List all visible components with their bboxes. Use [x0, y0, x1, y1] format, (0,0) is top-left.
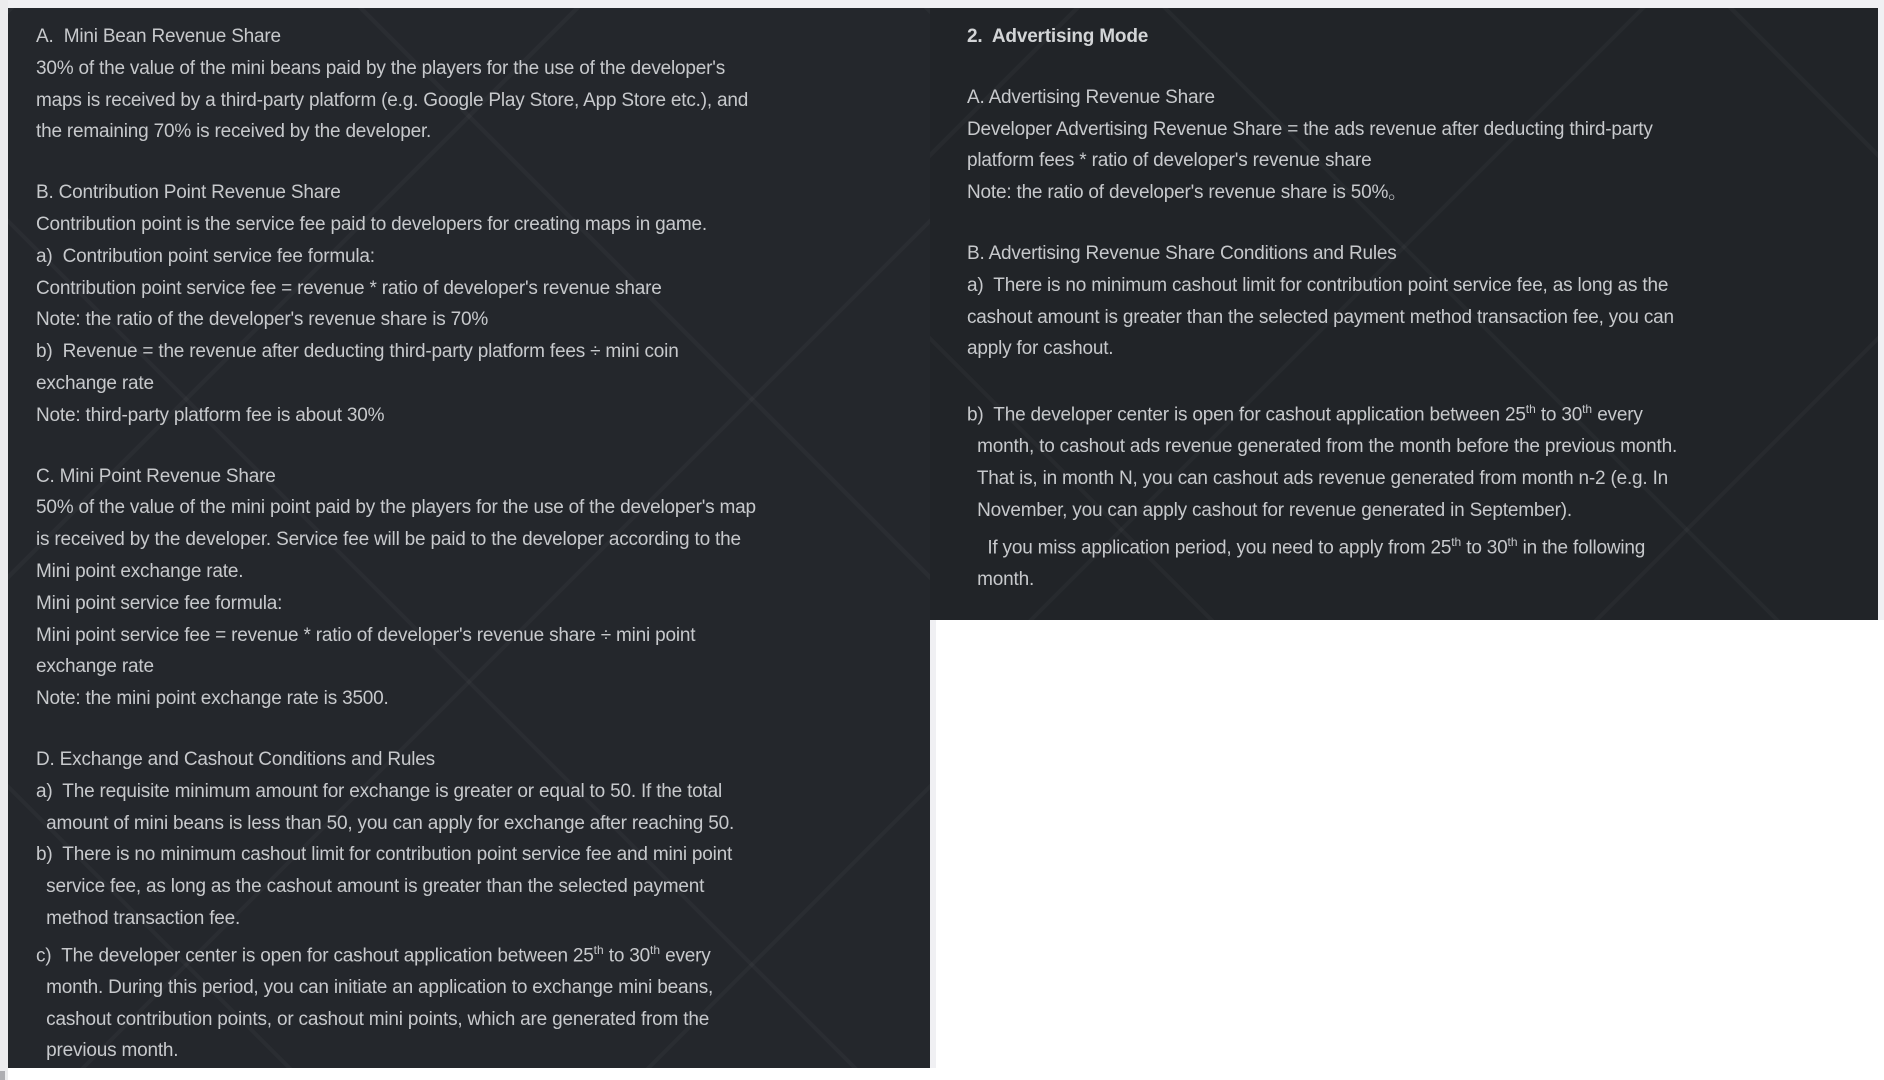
text-line: Note: third-party platform fee is about 30%: [36, 404, 385, 426]
text-line: Mini point service fee formula:: [36, 592, 283, 614]
superscript-ordinal: th: [1507, 534, 1518, 549]
superscript-ordinal: th: [593, 942, 604, 957]
text-line: Note: the ratio of developer's revenue share is 50%。: [967, 182, 1407, 204]
text-line: Developer Advertising Revenue Share = the ads revenue after deducting third-party: [967, 118, 1653, 140]
section-a-advertising-revenue-share: [967, 82, 1858, 209]
text-line: service fee, as long as the cashout amount is greater than the selected payment: [36, 876, 705, 898]
text-line: 2. Advertising Mode: [967, 26, 1149, 47]
text-line: 50% of the value of the mini point paid by the players for the use of the developer's map: [36, 497, 756, 519]
text-line: month. During this period, you can initiate an application to exchange mini beans,: [36, 976, 714, 998]
superscript-ordinal: th: [650, 942, 661, 957]
scrollbar-track[interactable]: [0, 0, 8, 1080]
text-line: month, to cashout ads revenue generated from the month before the previous month.: [967, 436, 1678, 458]
text-line: a) The requisite minimum amount for exchange is greater or equal to 50. If the total: [36, 780, 723, 802]
text-line: platform fees * ratio of developer's revenue share: [967, 150, 1372, 172]
text-line: Mini point exchange rate.: [36, 560, 244, 582]
superscript-ordinal: th: [1582, 402, 1593, 417]
text-line: previous month.: [36, 1040, 179, 1062]
text-line: If you miss application period, you need to apply from 25th to 30th in the following: [967, 534, 1646, 559]
text-line: B. Advertising Revenue Share Conditions and Rules: [967, 242, 1397, 264]
section-d-exchange-and-cashout-conditions: [36, 744, 904, 1067]
scrollbar-thumb[interactable]: [0, 1071, 5, 1080]
text-line: the remaining 70% is received by the developer.: [36, 121, 432, 143]
text-line: Note: the ratio of the developer's revenue share is 70%: [36, 309, 489, 331]
text-line: D. Exchange and Cashout Conditions and Rules: [36, 748, 435, 770]
text-line: A. Advertising Revenue Share: [967, 86, 1215, 108]
left-panel: [8, 8, 930, 1068]
section-b-advertising-revenue-share-conditions: [967, 238, 1858, 365]
section-b-item-b-cashout-period: [967, 394, 1858, 595]
heading-advertising-mode: [967, 21, 1858, 53]
text-line: method transaction fee.: [36, 907, 241, 929]
text-line: Note: the mini point exchange rate is 3500.: [36, 688, 389, 710]
superscript-ordinal: th: [1525, 402, 1536, 417]
section-c-mini-point-revenue-share: [36, 461, 904, 715]
text-line: b) The developer center is open for cashout application between 25th to 30th every: [967, 402, 1643, 426]
section-b-contribution-point-revenue-share: [36, 177, 904, 431]
text-line: b) Revenue = the revenue after deducting third-party platform fees ÷ mini coin: [36, 341, 679, 363]
text-line: A. Mini Bean Revenue Share: [36, 26, 281, 47]
text-line: Contribution point service fee = revenue * ratio of developer's revenue share: [36, 277, 662, 299]
text-line: exchange rate: [36, 372, 154, 394]
text-line: c) The developer center is open for cashout application between 25th to 30th every: [36, 942, 711, 967]
right-panel: [930, 8, 1878, 620]
text-line: amount of mini beans is less than 50, you can apply for exchange after reaching 50.: [36, 812, 735, 834]
text-line: 30% of the value of the mini beans paid by the players for the use of the developer's: [36, 57, 726, 79]
text-line: maps is received by a third-party platform (e.g. Google Play Store, App Store etc.), and: [36, 89, 749, 111]
text-line: a) There is no minimum cashout limit for contribution point service fee, as long as the: [967, 274, 1669, 296]
text-line: C. Mini Point Revenue Share: [36, 465, 276, 487]
text-line: exchange rate: [36, 656, 154, 678]
text-line: Contribution point is the service fee paid to developers for creating maps in game.: [36, 213, 707, 235]
text-line: month.: [967, 568, 1035, 590]
section-a-mini-bean-revenue-share: [36, 21, 904, 148]
page-background: [936, 620, 1884, 1080]
text-line: Mini point service fee = revenue * ratio of developer's revenue share ÷ mini point: [36, 624, 696, 646]
text-line: b) There is no minimum cashout limit for contribution point service fee and mini point: [36, 844, 733, 866]
text-line: November, you can apply cashout for revenue generated in September).: [967, 499, 1572, 521]
text-line: cashout contribution points, or cashout mini points, which are generated from the: [36, 1008, 710, 1030]
text-line: B. Contribution Point Revenue Share: [36, 182, 341, 204]
text-line: a) Contribution point service fee formula:: [36, 245, 375, 267]
text-line: is received by the developer. Service fee will be paid to the developer according to the: [36, 529, 741, 551]
superscript-ordinal: th: [1451, 534, 1462, 549]
text-line: That is, in month N, you can cashout ads revenue generated from month n-2 (e.g. In: [967, 468, 1669, 490]
text-line: apply for cashout.: [967, 338, 1114, 360]
text-line: cashout amount is greater than the selected payment method transaction fee, you can: [967, 306, 1674, 328]
page-background: [8, 1068, 936, 1080]
